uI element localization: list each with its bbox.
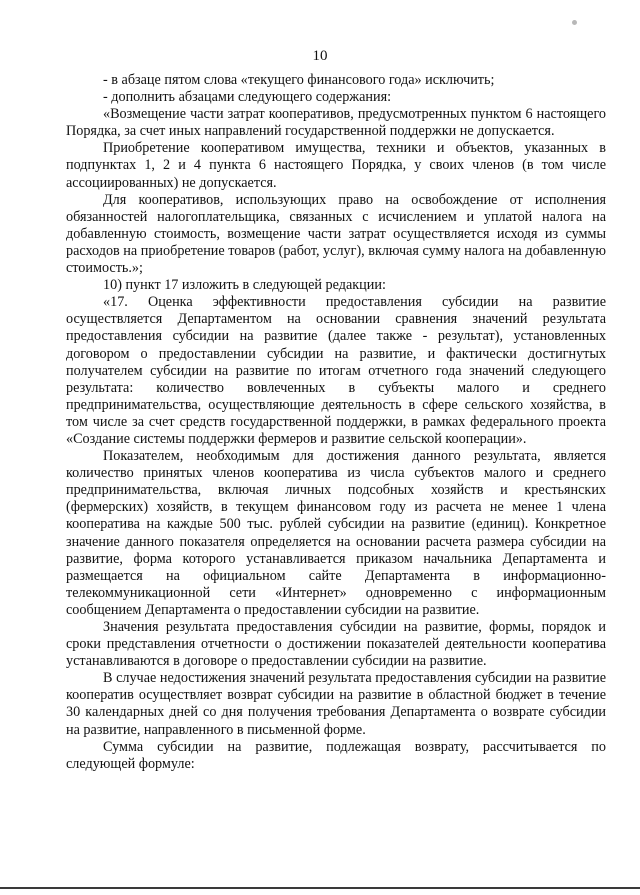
paragraph-11: Сумма субсидии на развитие, подлежащая возврату, рассчитывается по следующей формуле: [66,738,606,772]
paragraph-7: «17. Оценка эффективности предоставления субсидии на развитие осуществляется Департаментом на основании сравнения значений результата предоставления субсидии на развитие (далее также - результат), установленных договором о предоставлении субсидии на развитие, и фактически достигнутых получателем субсидии на развитие по итогам отчетного года значений следующего результата: количество вовлеченных в субъекты малого и среднего предпринимательства, осуществляющие деятельность в сфере сельского хозяйства, в том числе за счет средств государственной поддержки, в рамках федерального проекта «Создание системы поддержки фермеров и развитие сельской кооперации». [66,294,606,447]
page-bottom-edge [0,887,640,889]
scan-dot-mark [572,20,577,25]
paragraph-8: Показателем, необходимым для достижения данного результата, является количество принятых членов кооператива из числа субъектов малого и среднего предпринимательства, включая личных подсобных хозяйств и крестьянских (фермерских) хозяйств, в текущем финансовом году из расчета не менее 1 члена кооператива на каждые 500 тыс. рублей субсидии на развитие (единиц). Конкретное значение данного показателя определяется на основании расчета размера субсидии на развитие, форма которого устанавливается приказом начальника Департамента и размещается на официальном сайте Департамента в информационно-телекоммуникационной сети «Интернет» одновременно с информационным сообщением Департамента о предоставлении субсидии на развитие. [66,448,606,618]
paragraph-5: Для кооперативов, использующих право на освобождение от исполнения обязанностей налогоплательщика, связанных с исчислением и уплатой налога на добавленную стоимость, возмещение части затрат осуществляется исходя из суммы расходов на приобретение товаров (работ, услуг), включая сумму налога на добавленную стоимость.»; [66,191,606,277]
paragraph-2: - дополнить абзацами следующего содержания: [103,89,392,106]
page-number: 10 [312,48,328,64]
paragraph-3: «Возмещение части затрат кооперативов, предусмотренных пунктом 6 настоящего Порядка, за счет иных направлений государственной поддержки не допускается. [66,106,606,140]
paragraph-10: В случае недостижения значений результата предоставления субсидии на развитие кооператив осуществляет возврат субсидии на развитие в областной бюджет в течение 30 календарных дней со дня получения требования Департамента о возврате субсидии на развитие, направленного в письменной форме. [66,670,606,738]
document-body [66,72,606,773]
paragraph-6: 10) пункт 17 изложить в следующей редакции: [103,277,386,294]
paragraph-1: - в абзаце пятом слова «текущего финансового года» исключить; [103,72,495,88]
paragraph-9: Значения результата предоставления субсидии на развитие, формы, порядок и сроки представления отчетности о достижении показателей деятельности кооператива устанавливаются в договоре о предоставлении субсидии на развитие. [66,619,606,670]
paragraph-4: Приобретение кооперативом имущества, техники и объектов, указанных в подпунктах 1, 2 и 4 пункта 6 настоящего Порядка, у своих членов (в том числе ассоциированных) не допускается. [66,140,606,191]
